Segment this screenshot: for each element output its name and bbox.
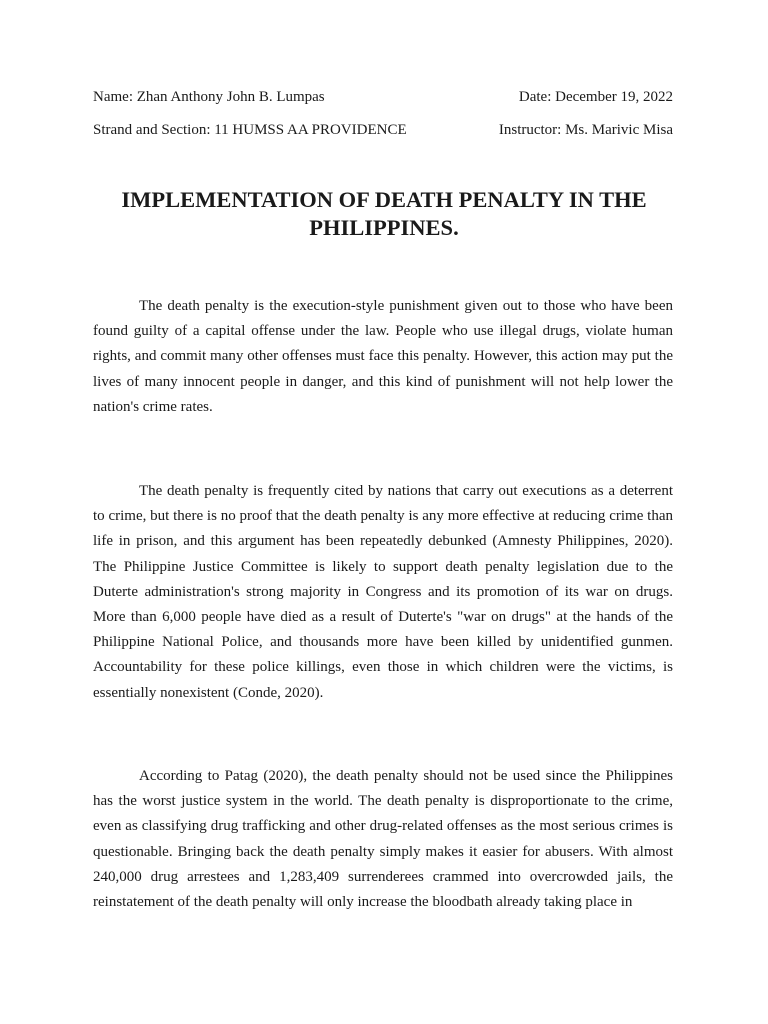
header-row-1 xyxy=(93,88,673,106)
strand-section: Strand and Section: 11 HUMSS AA PROVIDENCE xyxy=(93,122,407,138)
student-name: Name: Zhan Anthony John B. Lumpas xyxy=(93,89,325,105)
instructor-name: Instructor: Ms. Marivic Misa xyxy=(498,122,673,138)
body-paragraph-3: According to Patag (2020), the death penalty should not be used since the Philippines has the worst justice system in the world. The death penalty is disproportionate to the crime, even as classifying drug trafficking and other drug-related offenses as the most serious crimes is questionable. Bringing back the death penalty simply makes it easier for abusers. With almost 240,000 drug arrestees and 1,283,409 surrenderees crammed into overcrowded jails, the reinstatement of the death penalty will only increase the bloodbath already taking place in xyxy=(93,768,673,911)
body-paragraph-1: The death penalty is the execution-style punishment given out to those who have been found guilty of a capital offense under the law. People who use illegal drugs, violate human rights, and commit many other offenses must face this penalty. However, this action may put the lives of many innocent people in danger, and this kind of punishment will not help lower the nation's crime rates. xyxy=(93,298,673,415)
essay-date: Date: December 19, 2022 xyxy=(518,89,673,105)
essay-title: IMPLEMENTATION OF DEATH PENALTY IN THE PHILIPPINES. xyxy=(121,187,647,240)
header-row-2 xyxy=(93,121,673,139)
body-paragraph-2: The death penalty is frequently cited by nations that carry out executions as a deterrent to crime, but there is no proof that the death penalty is any more effective at reducing crime than life in prison, and this argument has been repeatedly debunked (Amnesty Philippines, 2020). The Philippine Justice Committee is likely to support death penalty legislation due to the Duterte administration's strong majority in Congress and its promotion of its war on drugs. More than 6,000 people have died as a result of Duterte's "war on drugs" at the hands of the Philippine National Police, and thousands more have been killed by unidentified gunmen. Accountability for these police killings, even those in which children were the victims, is essentially nonexistent (Conde, 2020). xyxy=(93,483,673,701)
